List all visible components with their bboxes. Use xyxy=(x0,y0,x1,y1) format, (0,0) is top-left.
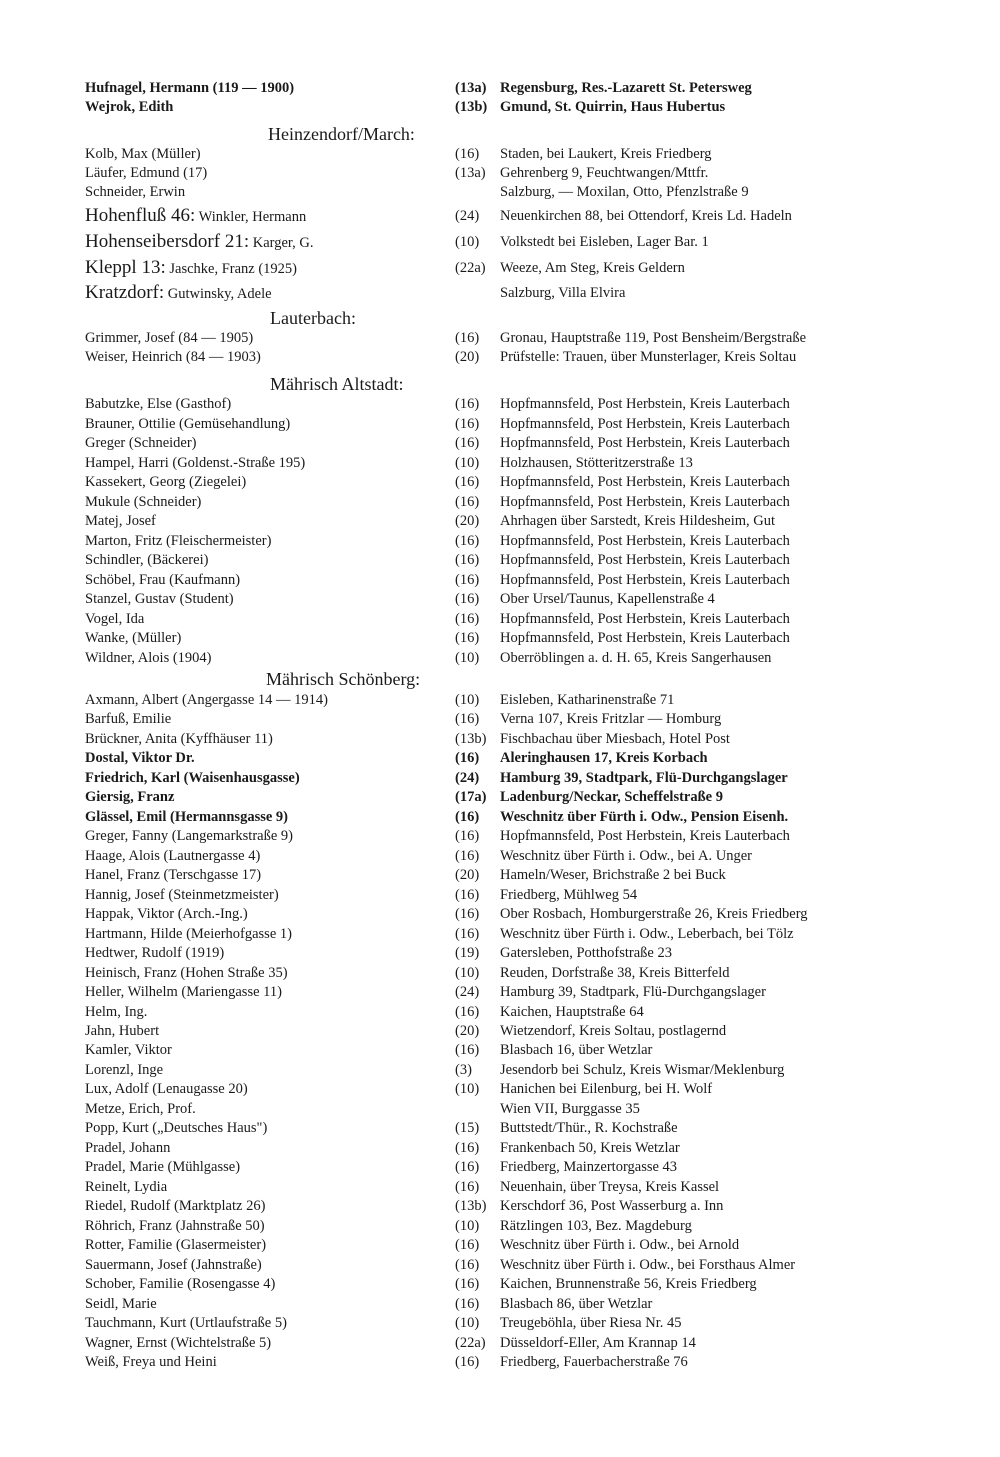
list-item xyxy=(0,206,1000,226)
address: Wietzendorf, Kreis Soltau, postlagernd xyxy=(500,1022,727,1039)
postal-zone: (19) xyxy=(455,945,480,962)
list-item xyxy=(0,472,1000,492)
postal-zone: (3) xyxy=(455,1061,472,1078)
list-item xyxy=(0,1060,1000,1080)
list-item xyxy=(0,826,1000,846)
person-name: Stanzel, Gustav (Student) xyxy=(85,591,234,607)
address: Buttstedt/Thür., R. Kochstraße xyxy=(500,1120,678,1137)
list-item xyxy=(0,97,1000,117)
postal-zone: (16) xyxy=(455,435,480,451)
person-name: Lux, Adolf (Lenaugasse 20) xyxy=(85,1081,248,1098)
list-item xyxy=(0,628,1000,648)
list-item xyxy=(0,1333,1000,1353)
person-name: Friedrich, Karl (Waisenhausgasse) xyxy=(85,769,300,786)
list-item xyxy=(0,768,1000,788)
person-name: Mukule (Schneider) xyxy=(85,493,202,510)
address: Hopfmannsfeld, Post Herbstein, Kreis Lauterbach xyxy=(500,474,790,490)
list-item xyxy=(0,1352,1000,1372)
list-item xyxy=(0,1157,1000,1177)
list-item xyxy=(0,609,1000,629)
postal-zone: (16) xyxy=(455,146,480,162)
postal-zone: (16) xyxy=(455,847,480,864)
postal-zone: (16) xyxy=(455,1139,480,1156)
place-name: Kratzdorf: xyxy=(85,282,165,303)
postal-zone: (16) xyxy=(455,610,480,627)
person-name: Schober, Familie (Rosengasse 4) xyxy=(85,1276,276,1293)
postal-zone: (10) xyxy=(455,1315,480,1332)
postal-zone: (16) xyxy=(455,750,480,767)
address: Blasbach 16, über Wetzlar xyxy=(500,1042,653,1059)
postal-zone: (13b) xyxy=(455,99,488,115)
address: Weschnitz über Fürth i. Odw., bei Arnold xyxy=(500,1237,740,1254)
postal-zone: (13b) xyxy=(455,730,487,747)
postal-zone: (20) xyxy=(455,349,480,365)
list-item xyxy=(0,283,1000,303)
address: Neuenkirchen 88, bei Ottendorf, Kreis Ld. Hadeln xyxy=(500,208,792,224)
person-name: Brauner, Ottilie (Gemüsehandlung) xyxy=(85,415,291,432)
address: Hopfmannsfeld, Post Herbstein, Kreis Lauterbach xyxy=(500,396,790,412)
postal-zone: (22a) xyxy=(455,1334,486,1351)
postal-zone: (16) xyxy=(455,591,480,607)
person-name: Glässel, Emil (Hermannsgasse 9) xyxy=(85,808,288,825)
address: Weschnitz über Fürth i. Odw., bei A. Unger xyxy=(500,847,752,864)
list-item xyxy=(0,982,1000,1002)
place-entry xyxy=(85,206,306,227)
postal-zone: (10) xyxy=(455,454,480,471)
section-heading-heinzendorf: Heinzendorf/March: xyxy=(268,124,415,144)
list-item xyxy=(0,570,1000,590)
address: Neuenhain, über Treysa, Kreis Kassel xyxy=(500,1178,720,1195)
person-name: Läufer, Edmund (17) xyxy=(85,165,208,181)
list-item xyxy=(0,1274,1000,1294)
postal-zone: (20) xyxy=(455,867,480,884)
postal-zone: (16) xyxy=(455,1256,480,1273)
person-name: Brückner, Anita (Kyffhäuser 11) xyxy=(85,730,273,747)
list-item xyxy=(0,1235,1000,1255)
address: Prüfstelle: Trauen, über Munsterlager, Kreis Soltau xyxy=(500,349,797,365)
address: Friedberg, Mainzertorgasse 43 xyxy=(500,1159,678,1176)
address: Düsseldorf-Eller, Am Krannap 14 xyxy=(500,1334,696,1351)
address: Volkstedt bei Eisleben, Lager Bar. 1 xyxy=(500,234,709,250)
list-item xyxy=(0,1216,1000,1236)
address: Friedberg, Fauerbacherstraße 76 xyxy=(500,1353,688,1370)
address: Hopfmannsfeld, Post Herbstein, Kreis Lauterbach xyxy=(500,415,790,432)
list-item xyxy=(0,1138,1000,1158)
list-item xyxy=(0,1196,1000,1216)
list-item xyxy=(0,690,1000,710)
postal-zone: (10) xyxy=(455,964,480,981)
person-name: Kolb, Max (Müller) xyxy=(85,146,201,162)
address: Frankenbach 50, Kreis Wetzlar xyxy=(500,1139,680,1156)
person-name: Schindler, (Bäckerei) xyxy=(85,552,209,568)
address: Ahrhagen über Sarstedt, Kreis Hildesheim, Gut xyxy=(500,513,776,529)
address: Hopfmannsfeld, Post Herbstein, Kreis Lauterbach xyxy=(500,630,790,646)
list-item xyxy=(0,182,1000,202)
list-item xyxy=(0,1002,1000,1022)
person-name: Winkler, Hermann xyxy=(198,209,307,225)
person-name: Babutzke, Else (Gasthof) xyxy=(85,396,232,412)
postal-zone: (16) xyxy=(455,630,480,646)
address: Treugeböhla, über Riesa Nr. 45 xyxy=(500,1315,682,1332)
person-name: Hanel, Franz (Terschgasse 17) xyxy=(85,867,262,884)
postal-zone: (10) xyxy=(455,692,480,708)
person-name: Hampel, Harri (Goldenst.-Straße 195) xyxy=(85,454,306,471)
address: Kaichen, Hauptstraße 64 xyxy=(500,1003,644,1020)
postal-zone: (16) xyxy=(455,906,480,923)
address: Hameln/Weser, Brichstraße 2 bei Buck xyxy=(500,867,726,884)
list-item xyxy=(0,865,1000,885)
address: Hamburg 39, Stadtpark, Flü-Durchgangslager xyxy=(500,984,766,1001)
address: Staden, bei Laukert, Kreis Friedberg xyxy=(500,146,712,162)
person-name: Reinelt, Lydia xyxy=(85,1178,168,1195)
list-item xyxy=(0,550,1000,570)
person-name: Riedel, Rudolf (Marktplatz 26) xyxy=(85,1198,266,1215)
list-item xyxy=(0,433,1000,453)
person-name: Barfuß, Emilie xyxy=(85,711,172,728)
address: Weschnitz über Fürth i. Odw., bei Forsthaus Almer xyxy=(500,1256,796,1273)
postal-zone: (16) xyxy=(455,886,480,903)
address: Gronau, Hauptstraße 119, Post Bensheim/Bergstraße xyxy=(500,330,807,346)
person-name: Pradel, Marie (Mühlgasse) xyxy=(85,1159,241,1176)
person-name: Kamler, Viktor xyxy=(85,1042,172,1059)
list-item xyxy=(0,1079,1000,1099)
person-name: Greger (Schneider) xyxy=(85,435,197,451)
address: Weschnitz über Fürth i. Odw., Pension Eisenh. xyxy=(500,808,789,825)
person-name: Vogel, Ida xyxy=(85,610,145,627)
person-name: Gutwinsky, Adele xyxy=(167,286,272,302)
person-name: Dostal, Viktor Dr. xyxy=(85,750,195,767)
address: Fischbachau über Miesbach, Hotel Post xyxy=(500,730,730,747)
person-name: Kassekert, Georg (Ziegelei) xyxy=(85,474,247,490)
postal-zone: (10) xyxy=(455,1081,480,1098)
person-name: Haage, Alois (Lautnergasse 4) xyxy=(85,847,261,864)
list-item xyxy=(0,1099,1000,1119)
postal-zone: (16) xyxy=(455,1295,480,1312)
postal-zone: (24) xyxy=(455,769,480,786)
postal-zone: (17a) xyxy=(455,789,487,806)
person-name: Weiser, Heinrich (84 — 1903) xyxy=(85,349,261,365)
postal-zone: (16) xyxy=(455,1353,480,1370)
list-item xyxy=(0,963,1000,983)
list-item xyxy=(0,1255,1000,1275)
person-name: Jaschke, Franz (1925) xyxy=(169,261,298,277)
list-item xyxy=(0,807,1000,827)
person-name: Pradel, Johann xyxy=(85,1139,171,1156)
address: Verna 107, Kreis Fritzlar — Homburg xyxy=(500,711,722,728)
postal-zone: (16) xyxy=(455,474,480,490)
address: Rätzlingen 103, Bez. Magdeburg xyxy=(500,1217,692,1234)
address: Hamburg 39, Stadtpark, Flü-Durchgangslager xyxy=(500,769,788,786)
address: Reuden, Dorfstraße 38, Kreis Bitterfeld xyxy=(500,964,730,981)
place-entry xyxy=(85,232,314,253)
postal-zone: (16) xyxy=(455,1042,480,1059)
address: Regensburg, Res.-Lazarett St. Petersweg xyxy=(500,80,752,96)
postal-zone: (16) xyxy=(455,1276,480,1293)
postal-zone: (22a) xyxy=(455,260,486,276)
person-name: Wanke, (Müller) xyxy=(85,630,182,646)
postal-zone: (10) xyxy=(455,234,480,250)
postal-zone: (16) xyxy=(455,925,480,942)
person-name: Lorenzl, Inge xyxy=(85,1061,164,1078)
address: Hopfmannsfeld, Post Herbstein, Kreis Lauterbach xyxy=(500,552,790,568)
list-item xyxy=(0,1313,1000,1333)
list-item xyxy=(0,924,1000,944)
postal-zone: (16) xyxy=(455,1178,480,1195)
person-name: Schneider, Erwin xyxy=(85,184,186,200)
address: Hopfmannsfeld, Post Herbstein, Kreis Lauterbach xyxy=(500,610,790,627)
person-name: Wildner, Alois (1904) xyxy=(85,649,212,666)
postal-zone: (16) xyxy=(455,1159,480,1176)
list-item xyxy=(0,511,1000,531)
address: Weeze, Am Steg, Kreis Geldern xyxy=(500,260,685,276)
address: Weschnitz über Fürth i. Odw., Leberbach, bei Tölz xyxy=(500,925,794,942)
postal-zone: (10) xyxy=(455,649,480,666)
list-item xyxy=(0,1021,1000,1041)
postal-zone: (13a) xyxy=(455,80,487,96)
person-name: Helm, Ing. xyxy=(85,1003,148,1020)
person-name: Greger, Fanny (Langemarkstraße 9) xyxy=(85,828,293,845)
list-item xyxy=(0,943,1000,963)
person-name: Metze, Erich, Prof. xyxy=(85,1100,196,1117)
person-name: Giersig, Franz xyxy=(85,789,175,806)
list-item xyxy=(0,648,1000,668)
address: Hopfmannsfeld, Post Herbstein, Kreis Lauterbach xyxy=(500,828,790,845)
place-name: Hohenseibersdorf 21: xyxy=(85,231,250,252)
address: Hopfmannsfeld, Post Herbstein, Kreis Lauterbach xyxy=(500,532,790,549)
address: Kaichen, Brunnenstraße 56, Kreis Friedberg xyxy=(500,1276,757,1293)
address: Eisleben, Katharinenstraße 71 xyxy=(500,692,675,708)
list-item xyxy=(0,414,1000,434)
section-heading-schoenberg: Mährisch Schönberg: xyxy=(266,669,421,689)
person-name: Wagner, Ernst (Wichtelstraße 5) xyxy=(85,1334,272,1351)
postal-zone: (16) xyxy=(455,532,480,549)
address: Salzburg, — Moxilan, Otto, Pfenzlstraße 9 xyxy=(500,184,749,200)
postal-zone: (16) xyxy=(455,1237,480,1254)
address: Gmund, St. Quirrin, Haus Hubertus xyxy=(500,99,726,115)
address: Hopfmannsfeld, Post Herbstein, Kreis Lauterbach xyxy=(500,493,790,510)
postal-zone: (16) xyxy=(455,571,480,588)
postal-zone: (16) xyxy=(455,493,480,510)
list-item xyxy=(0,492,1000,512)
address: Kerschdorf 36, Post Wasserburg a. Inn xyxy=(500,1198,724,1215)
place-name: Kleppl 13: xyxy=(85,257,166,278)
section-heading-altstadt: Mährisch Altstadt: xyxy=(270,374,404,394)
list-item xyxy=(0,748,1000,768)
postal-zone: (16) xyxy=(455,415,480,432)
postal-zone: (16) xyxy=(455,808,480,825)
list-item xyxy=(0,589,1000,609)
person-name: Matej, Josef xyxy=(85,513,156,529)
person-name: Wejrok, Edith xyxy=(85,99,174,115)
place-name: Hohenfluß 46: xyxy=(85,205,196,226)
person-name: Rotter, Familie (Glasermeister) xyxy=(85,1237,267,1254)
postal-zone: (13a) xyxy=(455,165,486,181)
person-name: Röhrich, Franz (Jahnstraße 50) xyxy=(85,1217,265,1234)
address: Jesendorb bei Schulz, Kreis Wismar/Meklenburg xyxy=(500,1061,785,1078)
list-item xyxy=(0,904,1000,924)
person-name: Hartmann, Hilde (Meierhofgasse 1) xyxy=(85,925,292,942)
list-item xyxy=(0,453,1000,473)
list-item xyxy=(0,885,1000,905)
address: Holzhausen, Stötteritzerstraße 13 xyxy=(500,454,693,471)
postal-zone: (24) xyxy=(455,984,480,1001)
postal-zone: (16) xyxy=(455,330,480,346)
list-item xyxy=(0,1040,1000,1060)
list-item xyxy=(0,787,1000,807)
list-item xyxy=(0,347,1000,367)
postal-zone: (16) xyxy=(455,396,480,412)
list-item xyxy=(0,78,1000,98)
person-name: Axmann, Albert (Angergasse 14 — 1914) xyxy=(85,692,328,708)
postal-zone: (16) xyxy=(455,1003,480,1020)
list-item xyxy=(0,1294,1000,1314)
address: Friedberg, Mühlweg 54 xyxy=(500,886,638,903)
person-name: Jahn, Hubert xyxy=(85,1022,160,1039)
person-name: Tauchmann, Kurt (Urtlaufstraße 5) xyxy=(85,1315,287,1332)
address: Ladenburg/Neckar, Scheffelstraße 9 xyxy=(500,789,723,806)
list-item xyxy=(0,846,1000,866)
list-item xyxy=(0,709,1000,729)
postal-zone: (16) xyxy=(455,711,480,728)
person-name: Schöbel, Frau (Kaufmann) xyxy=(85,571,241,588)
postal-zone: (16) xyxy=(455,552,480,568)
person-name: Heller, Wilhelm (Mariengasse 11) xyxy=(85,984,282,1001)
list-item xyxy=(0,1118,1000,1138)
postal-zone: (20) xyxy=(455,513,480,529)
postal-zone: (10) xyxy=(455,1217,480,1234)
list-item xyxy=(0,328,1000,348)
postal-zone: (13b) xyxy=(455,1198,487,1215)
list-item xyxy=(0,144,1000,164)
address: Hopfmannsfeld, Post Herbstein, Kreis Lauterbach xyxy=(500,435,790,451)
address: Hopfmannsfeld, Post Herbstein, Kreis Lauterbach xyxy=(500,571,790,588)
address: Ober Rosbach, Homburgerstraße 26, Kreis Friedberg xyxy=(500,906,808,923)
address: Salzburg, Villa Elvira xyxy=(500,285,626,301)
list-item xyxy=(0,729,1000,749)
person-name: Hannig, Josef (Steinmetzmeister) xyxy=(85,886,279,903)
person-name: Happak, Viktor (Arch.-Ing.) xyxy=(85,906,248,923)
person-name: Seidl, Marie xyxy=(85,1295,157,1312)
person-name: Weiß, Freya und Heini xyxy=(85,1353,217,1370)
list-item xyxy=(0,1177,1000,1197)
address: Hanichen bei Eilenburg, bei H. Wolf xyxy=(500,1081,713,1098)
postal-zone: (16) xyxy=(455,828,480,845)
address: Oberröblingen a. d. H. 65, Kreis Sangerhausen xyxy=(500,649,772,666)
person-name: Hufnagel, Hermann (119 — 1900) xyxy=(85,80,295,96)
postal-zone: (15) xyxy=(455,1120,480,1137)
person-name: Marton, Fritz (Fleischermeister) xyxy=(85,532,272,549)
person-name: Popp, Kurt („Deutsches Haus") xyxy=(85,1120,268,1137)
postal-zone: (20) xyxy=(455,1022,480,1039)
list-item xyxy=(0,232,1000,252)
person-name: Grimmer, Josef (84 — 1905) xyxy=(85,330,254,346)
address: Gehrenberg 9, Feuchtwangen/Mttfr. xyxy=(500,165,709,181)
person-name: Karger, G. xyxy=(252,235,314,251)
address: Blasbach 86, über Wetzlar xyxy=(500,1295,653,1312)
list-item xyxy=(0,258,1000,278)
person-name: Hedtwer, Rudolf (1919) xyxy=(85,945,225,962)
list-item xyxy=(0,163,1000,183)
place-entry xyxy=(85,283,272,304)
section-heading-lauterbach: Lauterbach: xyxy=(270,308,356,328)
person-name: Sauermann, Josef (Jahnstraße) xyxy=(85,1256,262,1273)
person-name: Heinisch, Franz (Hohen Straße 35) xyxy=(85,964,288,981)
address: Wien VII, Burggasse 35 xyxy=(500,1100,640,1117)
address: Aleringhausen 17, Kreis Korbach xyxy=(500,750,708,767)
list-item xyxy=(0,531,1000,551)
place-entry xyxy=(85,258,297,279)
list-item xyxy=(0,394,1000,414)
address: Ober Ursel/Taunus, Kapellenstraße 4 xyxy=(500,591,715,607)
postal-zone: (24) xyxy=(455,208,480,224)
address: Gatersleben, Potthofstraße 23 xyxy=(500,945,672,962)
